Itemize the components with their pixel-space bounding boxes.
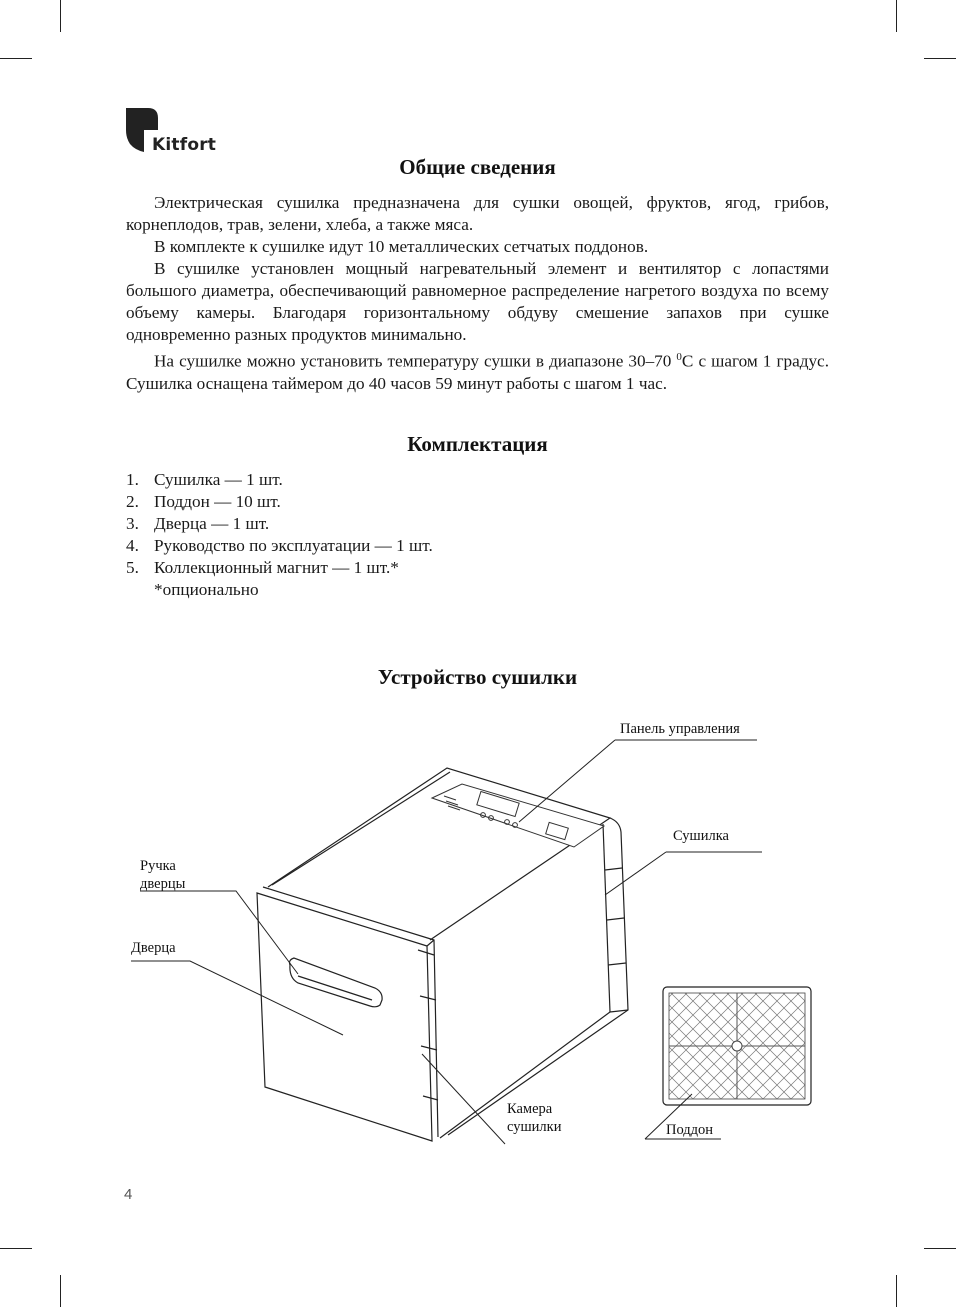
brand-name: Kitfort: [152, 135, 217, 155]
label-door: Дверца: [131, 940, 176, 956]
paragraph: В комплекте к сушилке идут 10 металлических сетчатых поддонов.: [154, 237, 649, 256]
label-door-handle: дверцы: [140, 876, 186, 892]
crop-mark: [60, 1275, 61, 1307]
list-item: [126, 557, 433, 579]
tray-icon: [663, 987, 811, 1105]
label-control-panel: Панель управления: [620, 721, 740, 737]
crop-mark: [924, 58, 956, 59]
item-number: 1.: [126, 470, 139, 489]
label-chamber: Камера: [507, 1101, 553, 1117]
item-number: 4.: [126, 536, 139, 555]
label-tray: Поддон: [666, 1122, 714, 1138]
item-text: Коллекционный магнит — 1 шт.*: [154, 558, 399, 577]
kit-note: *опционально: [154, 580, 259, 599]
paragraph: Электрическая сушилка предназначена для сушки овощей, фруктов, ягод, грибов, корнеплодов, трав, зелени, хлеба, а также мяса.: [126, 193, 829, 234]
kit-list: [126, 469, 433, 579]
temp-text-after: С с шагом 1 градус. Сушилка оснащена таймером до 40 часов 59 минут работы с шагом 1 час.: [126, 351, 829, 393]
list-item: [126, 535, 433, 557]
device-title: Устройство сушилки: [377, 665, 578, 689]
crop-mark: [896, 0, 897, 32]
item-number: 2.: [126, 492, 139, 511]
crop-mark: [60, 0, 61, 32]
device-diagram: [0, 700, 956, 1180]
paragraph: [126, 346, 829, 395]
item-text: Поддон — 10 шт.: [154, 492, 281, 511]
temp-text-before: На сушилке можно установить температуру сушки в диапазоне 30–70: [154, 351, 677, 371]
label-dryer: Сушилка: [673, 828, 729, 844]
item-text: Дверца — 1 шт.: [154, 514, 270, 533]
crop-mark: [896, 1275, 897, 1307]
crop-mark: [924, 1248, 956, 1249]
crop-mark: [0, 1248, 32, 1249]
degree-mark: 0: [676, 351, 682, 363]
list-item: [126, 469, 433, 491]
item-text: Руководство по эксплуатации — 1 шт.: [154, 536, 433, 555]
kit-title: Комплектация: [407, 432, 548, 456]
general-text: [126, 192, 829, 395]
general-title: Общие сведения: [399, 155, 556, 179]
item-text: Сушилка — 1 шт.: [154, 470, 283, 489]
label-chamber: сушилки: [507, 1119, 562, 1135]
item-number: 3.: [126, 514, 139, 533]
label-door-handle: Ручка: [140, 858, 176, 874]
list-item: [126, 513, 433, 535]
item-number: 5.: [126, 558, 139, 577]
paragraph: В сушилке установлен мощный нагревательный элемент и вентилятор с лопастями большого диаметра, обеспечивающий равномерное распределение нагретого воздуха по всему объему камеры. Благодаря горизонтальному обдуву смешение запахов при сушке одновременно разных продуктов минимально.: [126, 259, 829, 344]
page-number: 4: [124, 1186, 133, 1203]
list-item: [126, 491, 433, 513]
crop-mark: [0, 58, 32, 59]
